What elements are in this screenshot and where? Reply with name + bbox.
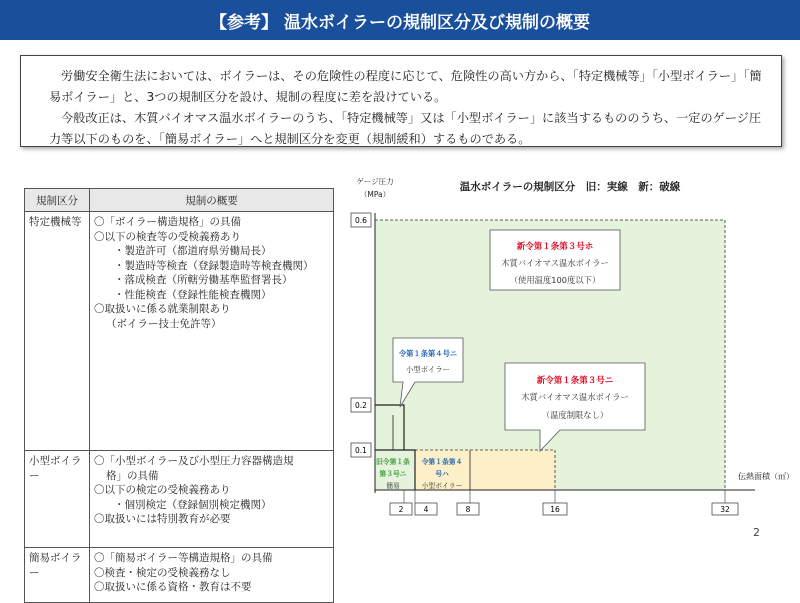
y-tick-0.6: 0.6 <box>355 216 367 225</box>
summary-line: 〇「ボイラー構造規格」の具備 <box>94 216 241 228</box>
old-cell-line3: 簡易 <box>386 482 400 490</box>
table-summary-cell <box>90 451 334 548</box>
old-cell-line1: 旧令第１条 <box>376 458 410 466</box>
table-header-summary: 規制の概要 <box>90 189 334 212</box>
table-category-cell: 簡易ボイラー <box>25 548 90 603</box>
summary-line: 〇以下の検定の受検義務あり <box>94 484 231 496</box>
table-summary-cell <box>90 212 334 451</box>
r4ha-cell-line1: 令第１条第４ <box>421 458 463 466</box>
page-title: 【参考】 温水ボイラーの規制区分及び規制の概要 <box>0 0 800 40</box>
old-cell-line2: 第３号ニ <box>379 470 407 478</box>
table-row <box>25 548 334 603</box>
x-tick-32: 32 <box>720 505 730 514</box>
x-axis-label: 伝熱面積（㎡） <box>738 472 794 481</box>
x-tick-2: 2 <box>398 505 404 514</box>
summary-line: 〇「小型ボイラー及び小型圧力容器構造規 <box>94 455 294 467</box>
table-row <box>25 212 334 451</box>
summary-line: 格」の具備 <box>106 469 159 482</box>
r4ha-cell-line3: 小型ボイラー <box>421 482 463 490</box>
summary-line: 〇以下の検査等の受検義務あり <box>94 230 241 243</box>
summary-line: 〇検査・検定の受検義務なし <box>94 566 231 579</box>
summary-line: 〇取扱いに係る就業制限あり <box>94 303 231 315</box>
intro-paragraph-1: 労働安全衛生法においては、ボイラーは、その危険性の程度に応じて、危険性の高い方から、「特定機械等」「小型ボイラー」「簡易ボイラー」と、3つの規制区分を設け、規制の程度に差を設けている。 <box>49 69 762 104</box>
x-tick-16: 16 <box>550 505 560 514</box>
summary-line: 〇「簡易ボイラー等構造規格」の具備 <box>94 552 273 564</box>
y-tick-0.1: 0.1 <box>355 446 367 455</box>
summary-line: ・個別検定（登録個別検定機関） <box>114 498 272 511</box>
callout-ni-line1: 木質バイオマス温水ボイラー <box>521 392 629 402</box>
x-tick-8: 8 <box>465 505 471 514</box>
callout-ni-line2: （温度制限なし） <box>541 410 609 420</box>
table-summary-cell <box>90 548 334 603</box>
callout-ho-line1: 木質バイオマス温水ボイラー <box>501 258 609 268</box>
y-tick-0.2: 0.2 <box>355 401 367 410</box>
callout-r4ni-head: 令第１条第４号ニ <box>398 349 458 358</box>
callout-ni-head: 新令第１条第３号ニ <box>536 376 614 386</box>
callout-ho <box>490 230 620 290</box>
summary-line: （ボイラー技士免許等） <box>106 317 222 330</box>
summary-line: 〇取扱いには特別教育が必要 <box>94 513 231 525</box>
callout-ho-head: 新令第１条第３号ホ <box>516 242 594 252</box>
intro-paragraph-2: 今般改正は、木質バイオマス温水ボイラーのうち、「特定機械等」又は「小型ボイラー」に該当するもののうち、一定のゲージ圧力等以下のものを、「簡易ボイラー」へと規制区分を変更（規制緩和）するものである。 <box>49 111 762 146</box>
table-category-cell: 特定機械等 <box>25 212 90 451</box>
summary-line: ・製造許可（都道府県労働局長） <box>114 245 272 257</box>
table-category-cell: 小型ボイラー <box>25 451 90 548</box>
summary-line: ・性能検査（登録性能検査機関） <box>114 288 272 301</box>
callout-ho-line2: （使用温度100度以下） <box>509 275 601 285</box>
r4ha-cell-line2: 号ハ <box>435 470 449 478</box>
table-row <box>25 451 334 548</box>
page-number: 2 <box>753 526 760 539</box>
table-header-category: 規制区分 <box>25 189 90 212</box>
summary-line: ・製造時等検査（登録製造時等検査機関） <box>114 259 314 272</box>
callout-r4ni-line1: 小型ボイラー <box>406 365 450 374</box>
chart-title: 温水ボイラーの規制区分 旧：実線 新：破線 <box>459 181 681 193</box>
x-tick-4: 4 <box>423 505 429 514</box>
regulation-table <box>24 188 334 603</box>
boiler-classification-chart <box>345 175 800 520</box>
summary-line: 〇取扱いに係る資格・教育は不要 <box>94 581 252 593</box>
summary-line: ・落成検査（所轄労働基準監督署長） <box>114 274 293 286</box>
y-axis-label: ゲージ圧力 <box>356 177 394 186</box>
intro-box <box>20 55 782 147</box>
x-tick-boxes <box>390 503 738 515</box>
y-axis-unit: （MPa） <box>359 190 391 199</box>
